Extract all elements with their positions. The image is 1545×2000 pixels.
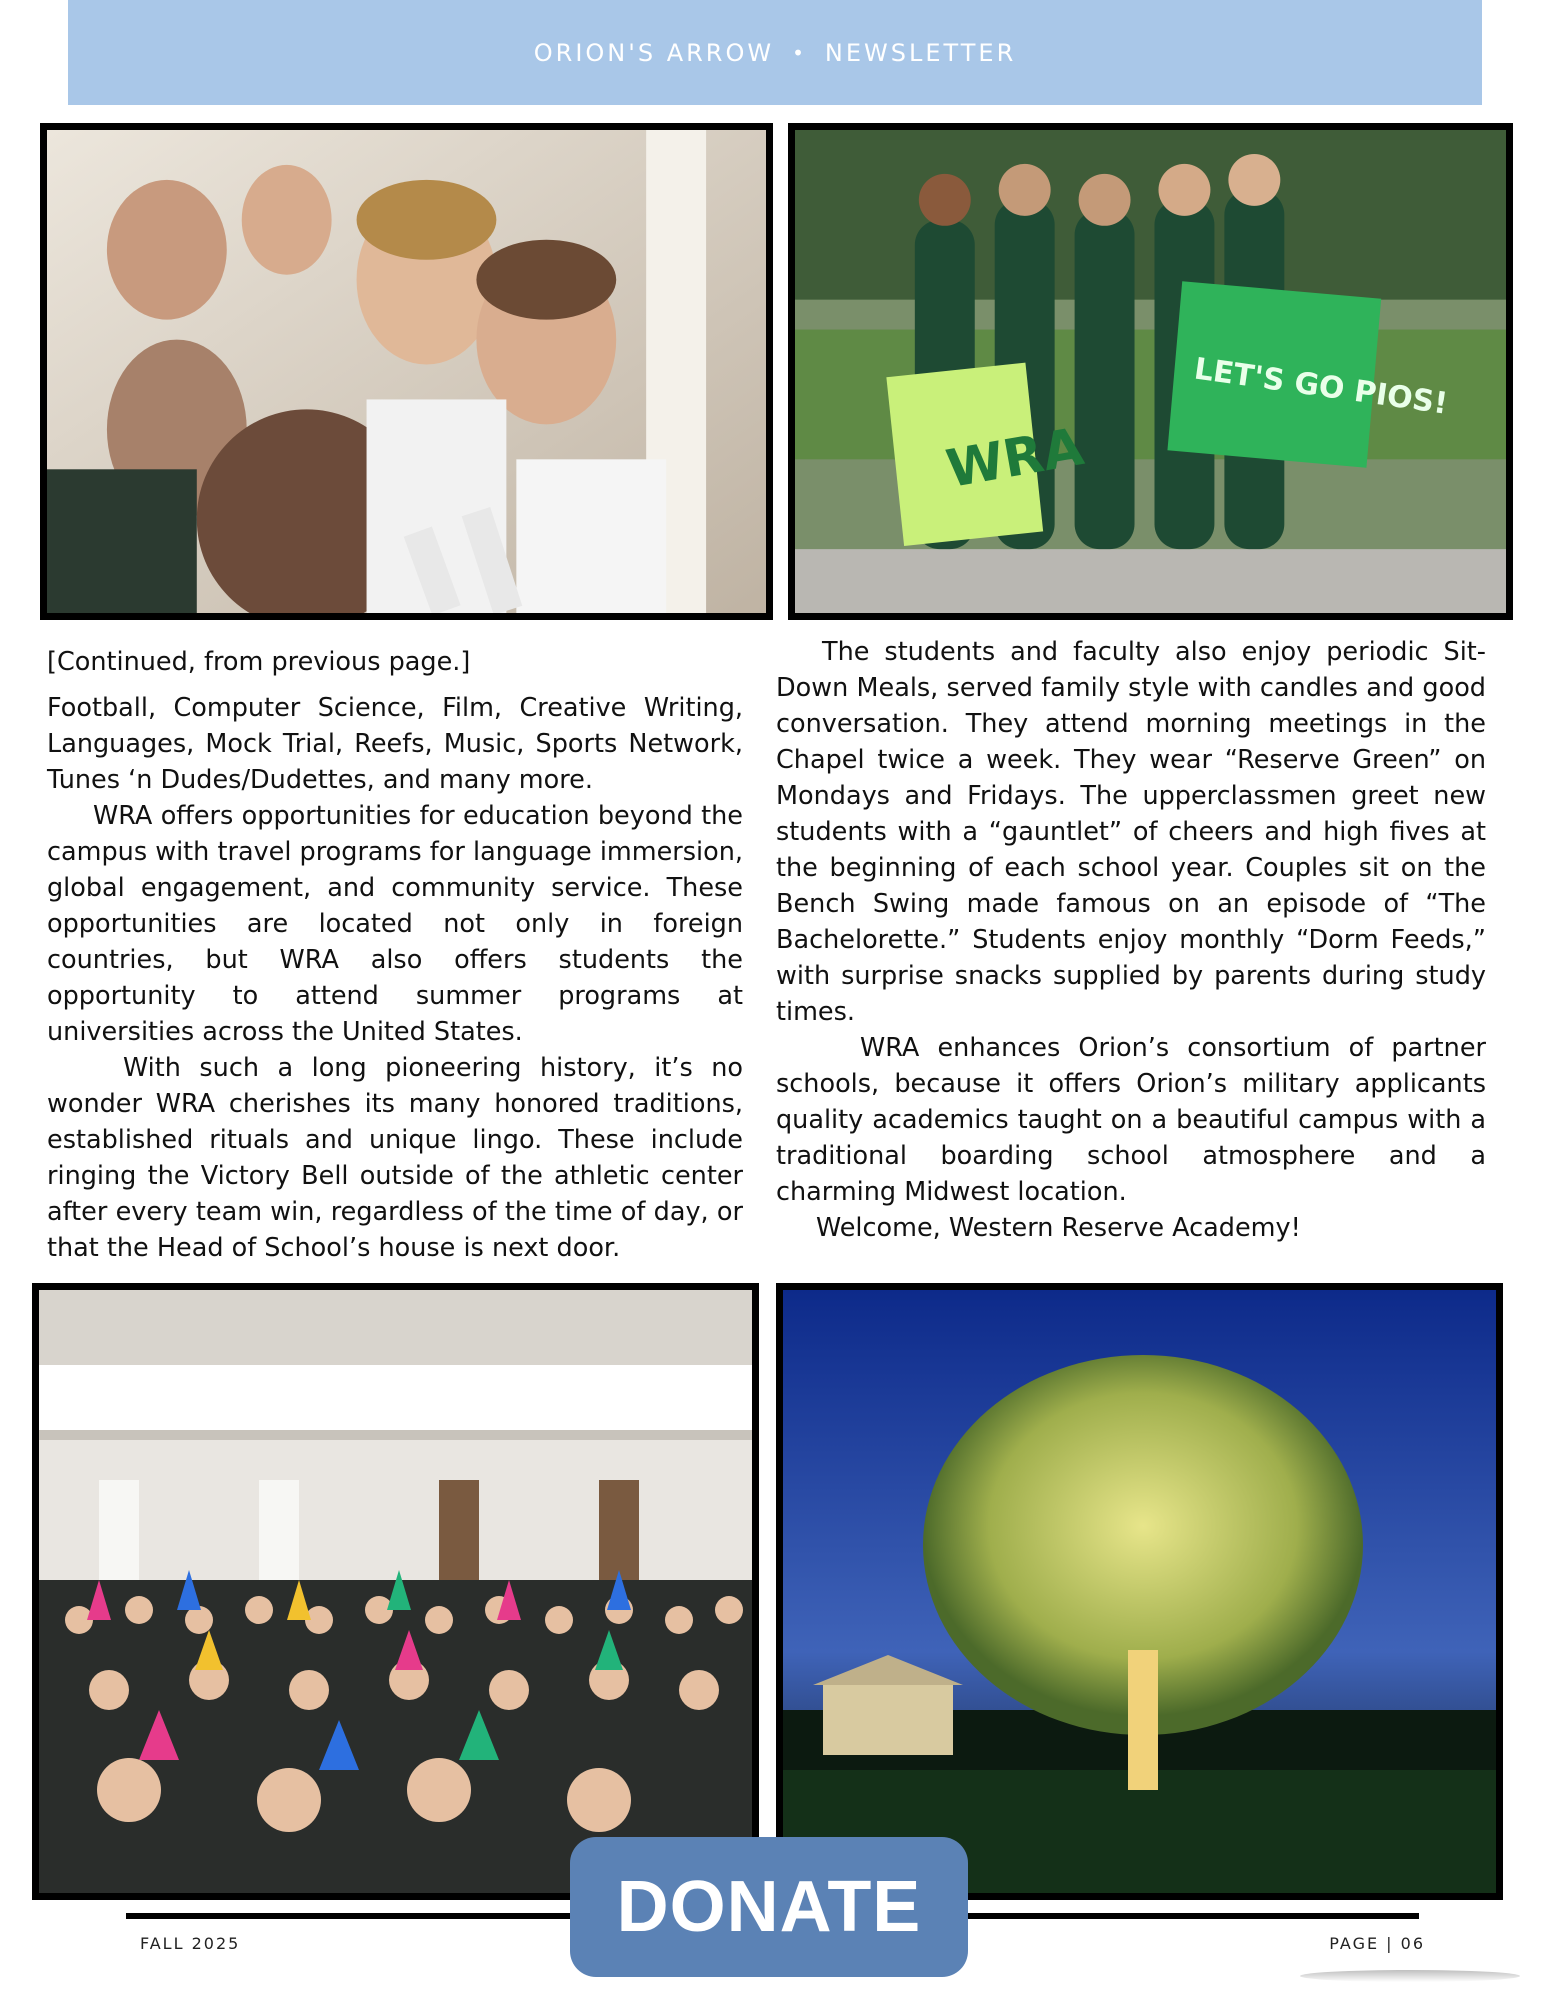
right-paragraph-1: The students and faculty also enjoy periodic Sit-Down Meals, served family style with candles and good conversation. They attend morning meetings in the Chapel twice a week. They wear “Reserve Green” on Mondays and Fridays. The upperclassmen greet new students with a “gauntlet” of cheers and high fives at the beginning of each school year. Couples sit on the Bench Swing made famous on an episode of “The Bachelorette.” Students enjoy monthly “Dorm Feeds,” with surprise snacks supplied by parents during study times. — [776, 637, 1486, 1027]
photo-students-signs — [788, 123, 1513, 620]
right-column — [776, 634, 1486, 1246]
footer-page-number: PAGE | 06 — [1329, 1934, 1425, 1953]
photo-lit-tree-image — [783, 1290, 1496, 1893]
left-paragraph-1: Football, Computer Science, Film, Creative Writing, Languages, Mock Trial, Reefs, Music, Sports Network, Tunes ‘n Dudes/Dudettes, and many more. — [47, 693, 743, 795]
photo-chapel-assembly-image — [39, 1290, 752, 1893]
sign-lets-go-text: LET'S GO PIOS! — [1192, 351, 1450, 422]
photo-students-cheering — [40, 123, 773, 620]
footer-rule-left — [126, 1913, 576, 1919]
section-name: NEWSLETTER — [824, 38, 1017, 67]
footer-season: FALL 2025 — [140, 1934, 241, 1953]
right-paragraph-2: WRA enhances Orion’s consortium of partner schools, because it offers Orion’s military applicants quality academics taught on a beautiful campus with a traditional boarding school atmosphere and a charming Midwest location. — [776, 1033, 1486, 1207]
publication-name: ORION'S ARROW — [533, 38, 775, 67]
masthead-banner — [68, 0, 1482, 105]
left-paragraph-3: With such a long pioneering history, it’s no wonder WRA cherishes its many honored traditions, established rituals and unique lingo. These include ringing the Victory Bell outside of the athletic center after every team win, regardless of the time of day, or that the Head of School’s house is next door. — [47, 1053, 743, 1263]
photo-students-signs-image — [795, 130, 1506, 613]
continued-note: [Continued, from previous page.] — [47, 647, 471, 677]
header-separator: • — [792, 40, 807, 65]
left-paragraph-2: WRA offers opportunities for education beyond the campus with travel programs for language immersion, global engagement, and community service. These opportunities are located not only in foreign countries, but WRA also offers students the opportunity to attend summer programs at universities across the United States. — [47, 801, 743, 1047]
photo-students-cheering-image — [47, 130, 766, 613]
left-column — [47, 644, 743, 1266]
page-curl-shadow — [1300, 1970, 1520, 1982]
sign-wra-text: WRA — [942, 417, 1088, 501]
right-paragraph-3: Welcome, Western Reserve Academy! — [816, 1213, 1301, 1243]
footer-rule-right — [965, 1913, 1419, 1919]
donate-button[interactable]: DONATE — [570, 1837, 968, 1977]
photo-chapel-assembly — [32, 1283, 759, 1900]
photo-lit-tree — [776, 1283, 1503, 1900]
